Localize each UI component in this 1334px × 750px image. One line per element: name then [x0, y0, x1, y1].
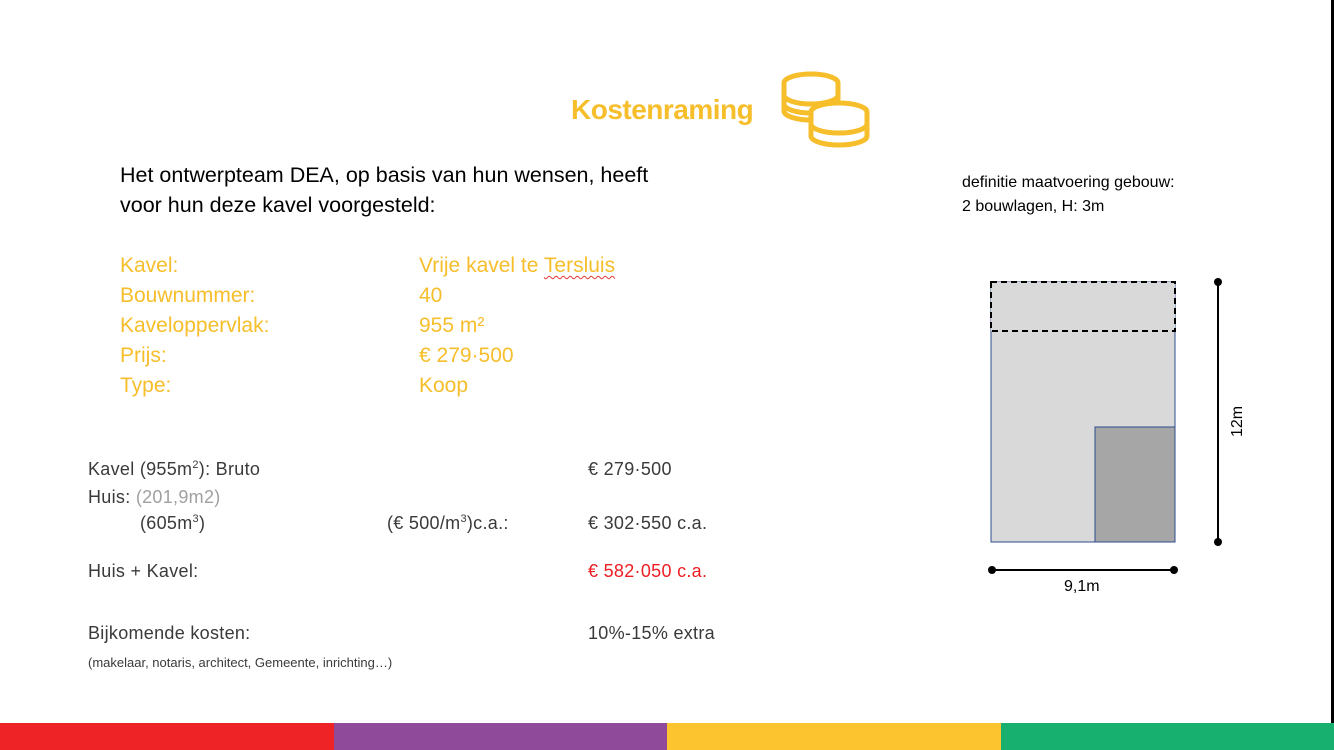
kaveloppervlak-key: Kaveloppervlak:: [120, 314, 270, 337]
huis-volume-suffix: ): [198, 513, 206, 533]
huis-rate-prefix: (€ 500/m: [387, 513, 461, 533]
page-title: Kostenraming: [571, 94, 754, 125]
intro-line-2: voor hun deze kavel voorgesteld:: [120, 193, 436, 217]
kavel-key: Kavel:: [120, 254, 179, 277]
width-dimension-label: 9,1m: [1064, 578, 1100, 595]
kavel-cost-label-prefix: Kavel (955m: [88, 459, 193, 479]
kavel-cost-label: [88, 459, 260, 480]
prijs-value: € 279·500: [419, 344, 514, 367]
bar-segment-red: [0, 723, 334, 750]
huis-rate-sup: 3: [460, 513, 467, 525]
bouwnummer-key: Bouwnummer:: [120, 284, 256, 307]
kavel-value-prefix: Vrije kavel te: [419, 254, 544, 277]
kaveloppervlak-value: 955 m²: [419, 314, 485, 337]
dashed-zone: [991, 282, 1175, 331]
huis-rate-suffix: )c.a.:: [466, 513, 509, 533]
kavel-cost-value: € 279·500: [588, 459, 672, 479]
extra-costs-label: Bijkomende kosten:: [88, 623, 251, 643]
height-dimension-end-top: [1214, 278, 1222, 286]
huis-volume-sup: 3: [192, 513, 199, 525]
building-block: [1095, 427, 1175, 542]
floor-plan-diagram: [975, 270, 1245, 610]
huis-volume-prefix: (605m: [140, 513, 193, 533]
intro-text: [120, 160, 648, 220]
total-value: € 582·050 c.a.: [588, 561, 708, 581]
huis-cost-label: [88, 487, 221, 508]
total-label: Huis + Kavel:: [88, 561, 199, 581]
bottom-color-bar: [0, 723, 1334, 750]
bar-segment-green: [1001, 723, 1334, 750]
bar-segment-yellow: [667, 723, 1001, 750]
huis-area: (201,9m2): [135, 487, 221, 507]
width-dimension-end-right: [1170, 566, 1178, 574]
huis-rate: [387, 513, 509, 534]
kavel-cost-label-sup: 2: [192, 459, 199, 471]
definition-line-2: 2 bouwlagen, H: 3m: [962, 198, 1105, 215]
type-key: Type:: [120, 374, 172, 397]
kavel-cost-label-suffix: ): Bruto: [198, 459, 261, 479]
kavel-value: [419, 254, 615, 278]
huis-volume: [140, 513, 205, 534]
intro-line-1: Het ontwerpteam DEA, op basis van hun wensen, heeft: [120, 163, 649, 187]
definition-line-1: definitie maatvoering gebouw:: [962, 174, 1175, 191]
coins-icon: [778, 70, 874, 152]
bouwnummer-value: 40: [419, 284, 443, 307]
huis-label: Huis:: [88, 487, 131, 507]
bar-segment-purple: [334, 723, 668, 750]
kavel-value-place: Tersluis: [543, 254, 616, 277]
building-definition: [962, 171, 1175, 219]
width-dimension-end-left: [988, 566, 996, 574]
extra-costs-note: (makelaar, notaris, architect, Gemeente, inrichting…): [88, 655, 393, 670]
height-dimension-label: 12m: [1229, 405, 1246, 437]
type-value: Koop: [419, 374, 469, 397]
prijs-key: Prijs:: [120, 344, 167, 367]
extra-costs-value: 10%-15% extra: [588, 623, 715, 643]
height-dimension-end-bottom: [1214, 538, 1222, 546]
huis-cost-value: € 302·550 c.a.: [588, 513, 708, 533]
